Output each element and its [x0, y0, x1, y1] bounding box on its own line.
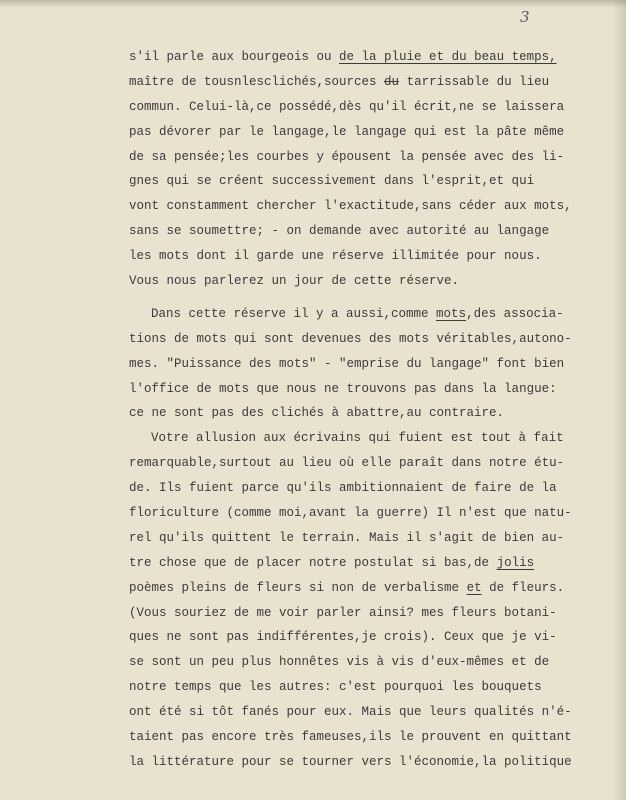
text-segment: se sont un peu plus honnêtes vis à vis d'eux-mêmes et de — [129, 655, 550, 670]
text-segment: maître de tousnlesclichés,sources — [129, 74, 385, 89]
underlined-text: et — [466, 580, 482, 595]
paragraph — [129, 45, 609, 294]
text-segment: vont constamment chercher l'exactitude,sans céder aux mots, — [129, 199, 572, 214]
underlined-text: jolis — [496, 555, 535, 570]
text-segment: floriculture (comme moi,avant la guerre) Il n'est que natu- — [129, 506, 572, 521]
text-line — [129, 327, 609, 352]
text-line — [129, 526, 609, 551]
text-line — [129, 244, 609, 269]
text-line — [129, 352, 609, 377]
text-line — [129, 219, 609, 244]
paragraph — [129, 426, 609, 774]
text-line — [129, 625, 609, 650]
text-line — [129, 700, 609, 725]
text-line — [129, 194, 609, 219]
text-segment: Dans cette réserve il y a aussi,comme — [151, 306, 437, 321]
text-segment: la littérature pour se tourner vers l'économie,la politique — [129, 754, 572, 769]
underlined-text: de la pluie et du beau temps, — [339, 50, 557, 64]
text-line — [129, 576, 609, 601]
text-line — [129, 451, 609, 476]
text-line — [129, 675, 609, 700]
text-line — [129, 45, 609, 70]
text-line — [129, 95, 609, 120]
text-segment: tions de mots qui sont devenues des mots véritables,autono- — [129, 331, 572, 346]
text-line — [129, 476, 609, 501]
text-segment: notre temps que les autres: c'est pourquoi les bouquets — [129, 680, 542, 695]
text-segment: pas dévorer par le langage,le langage qui est la pâte même — [129, 124, 565, 139]
text-segment: gnes qui se créent successivement dans l'esprit,et qui — [129, 174, 535, 189]
text-segment: Votre allusion aux écrivains qui fuient est tout à fait — [151, 431, 564, 446]
text-line — [129, 269, 609, 294]
text-line — [129, 426, 609, 451]
text-segment: tarrissable du lieu — [399, 74, 550, 89]
text-segment: ,des associa- — [466, 306, 564, 321]
text-line — [129, 169, 609, 194]
text-line — [129, 501, 609, 526]
text-line — [129, 601, 609, 626]
text-segment: de fleurs. — [481, 580, 565, 595]
page-number: 3 — [520, 8, 530, 26]
text-segment: (Vous souriez de me voir parler ainsi? mes fleurs botani- — [129, 605, 557, 620]
text-segment: rel qu'ils quittent le terrain. Mais il s'agit de bien au- — [129, 530, 565, 545]
text-segment: de. Ils fuient parce qu'ils ambitionnaient de faire de la — [129, 481, 557, 496]
document-body — [129, 45, 609, 783]
struck-text: du — [384, 74, 400, 89]
text-segment: ont été si tôt fanés pour eux. Mais que leurs qualités n'é- — [129, 705, 572, 720]
text-line — [129, 750, 609, 775]
text-segment: l'office de mots que nous ne trouvons pas dans la langue: — [129, 381, 557, 396]
text-line — [129, 145, 609, 170]
text-segment: sans se soumettre; - on demande avec autorité au langage — [129, 224, 550, 239]
text-segment: de sa pensée;les courbes y épousent la pensée avec des li- — [129, 149, 565, 164]
text-segment: taient pas encore très fameuses,ils le prouvent en quittant — [129, 730, 572, 745]
text-segment: ques ne sont pas indifférentes,je crois). Ceux que je vi- — [129, 630, 557, 645]
paragraph — [129, 302, 609, 426]
text-segment: ce ne sont pas des clichés à abattre,au contraire. — [129, 406, 505, 421]
text-line — [129, 70, 609, 95]
underlined-text: mots — [436, 306, 467, 321]
text-segment: tre chose que de placer notre postulat si bas,de — [129, 555, 497, 570]
text-segment: s'il parle aux bourgeois ou — [129, 50, 340, 64]
text-segment: Vous nous parlerez un jour de cette réserve. — [129, 274, 460, 289]
text-segment: poèmes pleins de fleurs si non de verbalisme — [129, 580, 467, 595]
text-line — [129, 120, 609, 145]
text-line — [129, 551, 609, 576]
text-segment: mes. "Puissance des mots" - "emprise du langage" font bien — [129, 356, 565, 371]
text-segment: les mots dont il garde une réserve illimitée pour nous. — [129, 249, 542, 264]
text-segment: remarquable,surtout au lieu où elle paraît dans notre étu- — [129, 456, 565, 471]
text-segment: commun. Celui-là,ce possédé,dès qu'il écrit,ne se laissera — [129, 99, 565, 114]
text-line — [129, 302, 609, 327]
text-line — [129, 377, 609, 402]
text-line — [129, 725, 609, 750]
text-line — [129, 650, 609, 675]
text-line — [129, 401, 609, 426]
